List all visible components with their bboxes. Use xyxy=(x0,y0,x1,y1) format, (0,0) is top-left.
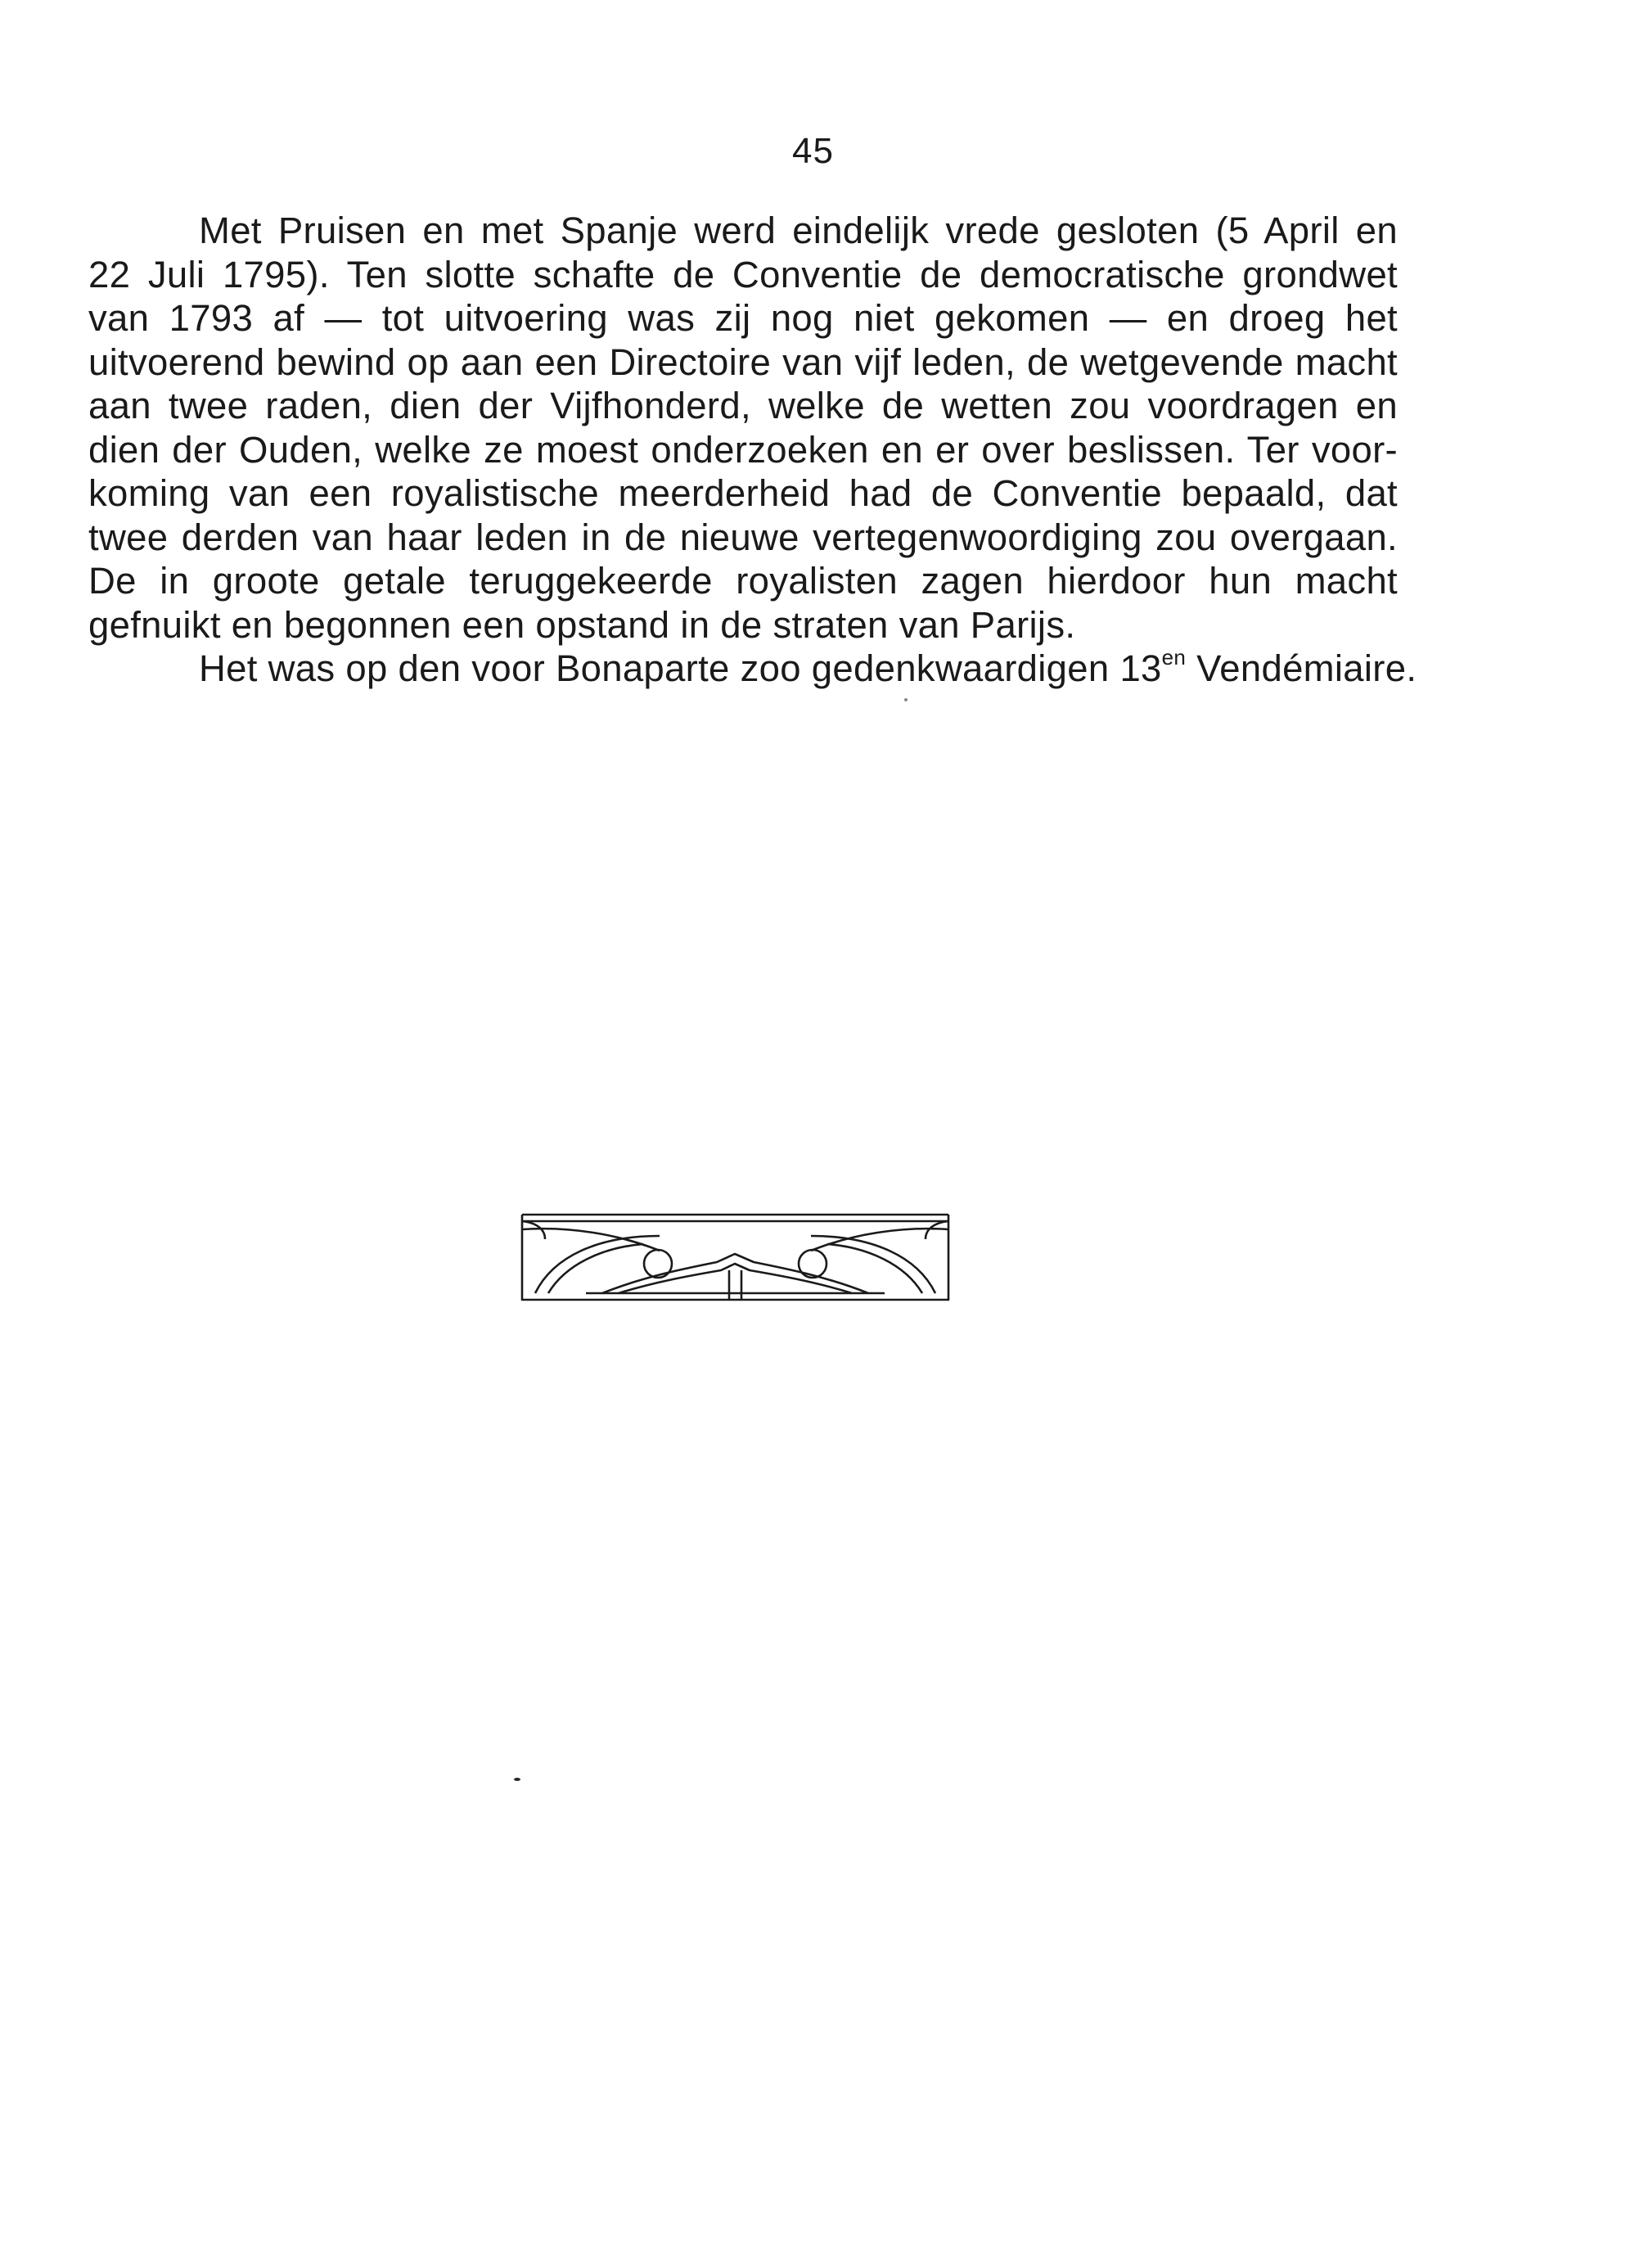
text-line-10: gefnuikt en begonnen een opstand in de straten van Parijs. xyxy=(88,603,1076,646)
text-line-11 xyxy=(88,644,1417,691)
text-line-3: van 1793 af — tot uitvoering was zij nog niet gekomen — en droeg het xyxy=(88,297,1398,339)
body-text xyxy=(88,209,1417,691)
text-line-1: Met Pruisen en met Spanje werd eindelijk vrede gesloten (5 April en xyxy=(199,210,1398,251)
text-line-4: uitvoerend bewind op aan een Directoire van vijf leden, de wetgevende macht xyxy=(88,340,1398,383)
text-line-6: dien der Ouden, welke ze moest onderzoeken en er over beslissen. Ter voor- xyxy=(88,428,1398,471)
ink-speck xyxy=(514,1778,520,1781)
text-line-9: De in groote getale teruggekeerde royalisten zagen hierdoor hun macht xyxy=(88,560,1398,602)
text-line-8: twee derden van haar leden in de nieuwe vertegenwoordiging zou overgaan. xyxy=(88,516,1398,558)
last-line-end: Vendémiaire. xyxy=(1186,647,1417,689)
tailpiece-ornament xyxy=(520,1211,950,1301)
ordinal-superscript: en xyxy=(1161,644,1187,670)
text-line-2: 22 Juli 1795). Ten slotte schafte de Conventie de democratische grondwet xyxy=(88,253,1398,295)
text-line-5: aan twee raden, dien der Vijfhonderd, welke de wetten zou voordragen en xyxy=(88,385,1398,426)
text-line-7: koming van een royalistische meerderheid had de Conventie bepaald, dat xyxy=(88,472,1398,514)
ink-speck xyxy=(904,698,908,701)
last-line-text: Het was op den voor Bonaparte zoo gedenkwaardigen 13 xyxy=(199,647,1162,689)
page-number: 45 xyxy=(792,131,834,171)
